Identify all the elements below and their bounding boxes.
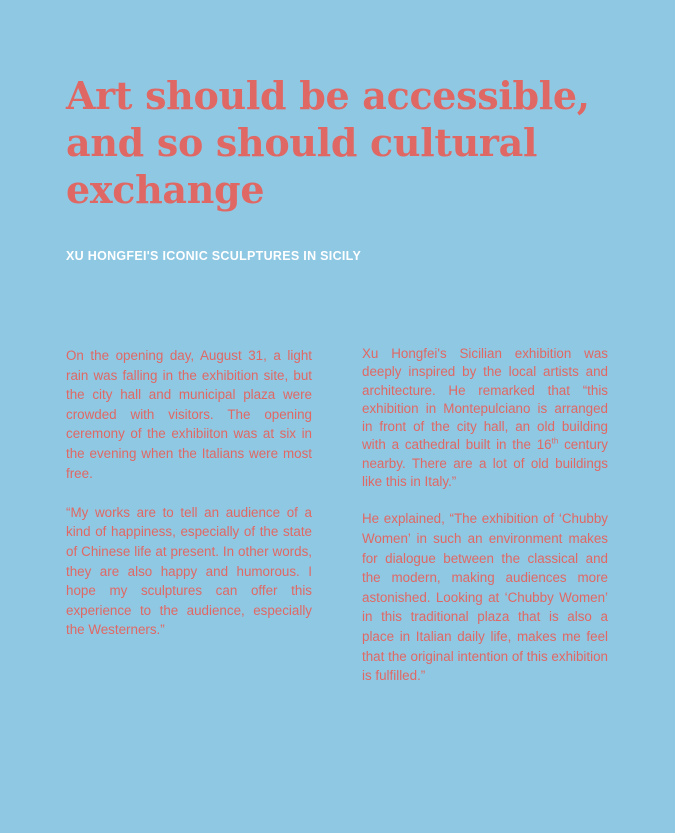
left-paragraph-2: “My works are to tell an audience of a kind of happiness, especially of the state of Chinese life at present. In other words, they are also happy and humorous. I hope my sculptures can offer this experience to the audience, especially the Westerners.” [66,504,312,638]
ordinal-superscript: th [551,437,559,447]
left-paragraph-1: On the opening day, August 31, a light rain was falling in the exhibition site, but the city hall and municipal plaza were crowded with visitors. The opening ceremony of the exhibiiton was at six in the evening when the Italians were most free. [66,348,312,481]
right-paragraph-1-text-b: century nearby. There are a lot of old buildings like this in Italy.” [362,437,608,490]
left-column [66,346,312,640]
title-line-2: and so should cultural [66,120,538,165]
page-title [66,72,626,213]
page-subtitle: XU HONGFEI'S ICONIC SCULPTURES IN SICILY [66,249,362,263]
right-paragraph-1 [362,345,608,491]
title-line-3: exchange [66,167,265,212]
right-paragraph-1-text-a: Xu Hongfei's Sicilian exhibition was deeply inspired by the local artists and architecture. He remarked that “this exhibition in Montepulciano is arranged in front of the city hall, an old building with a cathedral built in the 16 [362,346,608,453]
title-line-1: Art should be accessible, [66,73,590,118]
right-column [362,345,608,686]
right-paragraph-2: He explained, “The exhibition of ‘Chubby Women’ in such an environment makes for dialogue between the classical and the modern, making audiences more astonished. Looking at ‘Chubby Women’ in this traditional plaza that is also a place in Italian daily life, makes me feel that the original intention of this exhibition is fulfilled.” [362,511,608,684]
